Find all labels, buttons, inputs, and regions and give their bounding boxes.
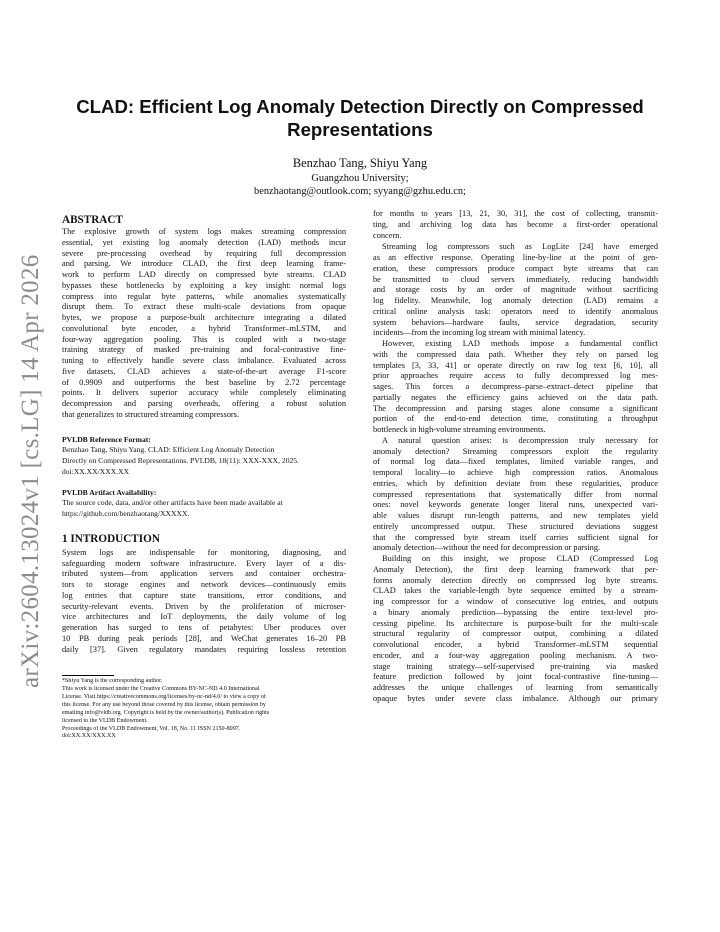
arxiv-identifier-text: arXiv:2604.13024v1 [cs.LG] 14 Apr 2026 [17, 254, 44, 688]
intro-line: addresses the unique challenges of learning from semantically [373, 683, 658, 692]
abstract-line: five datasets, CLAD achieves a state-of-the-art average F1-score [62, 366, 346, 376]
intro-line: daily [37]. Given regulatory mandates requiring lossless retention [62, 644, 346, 654]
footnote-line: licensed to the VLDB Endowment. [62, 717, 148, 724]
footnote-line: License. Visit https://creativecommons.org/licenses/by-nc-nd/4.0/ to view a copy of [62, 694, 266, 701]
abstract-line: bytes, we propose a purpose-built architecture integrating a dilated [62, 313, 346, 322]
intro-line: cessing pipeline. Its architecture is purpose-built for the multi-scale [373, 618, 658, 628]
intro-paragraph-3 [373, 339, 658, 436]
right-column [373, 209, 658, 705]
intro-line: as an effective response. Operating line-by-line at the point of gen- [373, 253, 658, 262]
footnote-block [62, 675, 346, 741]
intro-line: 10 PB during peak periods [28], and WeChat generates 16–20 PB [62, 633, 346, 643]
intro-line: compressed representations that systematically differ from normal [373, 489, 658, 499]
intro-paragraph-1 [373, 209, 658, 241]
intro-line: a binary anomaly prediction—bypassing the entire text-level pro- [373, 607, 658, 617]
abstract-line: points. It delivers superior accuracy while completely eliminating [62, 388, 346, 398]
intro-line: opaque bytes under severe class imbalance. Although our primary [373, 693, 658, 703]
intro-paragraph-5 [373, 554, 658, 705]
abstract-line: bypasses these bottlenecks by exploiting a key insight: normal logs [62, 280, 346, 290]
intro-line: for months to years [13, 21, 30, 31], the cost of collecting, transmit- [373, 209, 658, 218]
arxiv-identifier-svg [6, 220, 50, 690]
artifact-availability-line: The source code, data, and/or other artifacts have been made available at [62, 498, 283, 508]
intro-line: anomaly detection? Streaming compressors exploit the regularity [373, 446, 658, 456]
intro-line: ting, and archiving log data has become a first-order operational [373, 219, 658, 229]
intro-line: forms anomaly detection directly on compressed log byte streams. [373, 575, 658, 585]
reference-format-line: Benzhao Tang, Shiyu Yang. CLAD: Efficient Log Anomaly Detection [62, 445, 275, 455]
intro-line: convolutional encoder, a hybrid Transformer–mLSTM sequential [373, 640, 658, 649]
reference-format-block [62, 435, 346, 478]
abstract-body [62, 227, 346, 421]
intro-line: encoder, and a four-way aggregation pooling mechanism. A two- [373, 650, 658, 660]
footnote-line: emailing info@vldb.org. Copyright is held by the owner/author(s). Publication rights [62, 709, 270, 716]
abstract-line: The explosive growth of system logs makes streaming compression [62, 227, 346, 236]
intro-line: log entries that capture state transitions, error conditions, and [62, 590, 346, 600]
intro-line: partially negates the efficiency gains achieved on the data path. [373, 392, 658, 402]
reference-format-line: Directly on Compressed Representations. PVLDB, 18(11): XXX-XXX, 2025. [62, 456, 299, 465]
footnote-line: *Shiyu Yang is the corresponding author. [62, 678, 163, 685]
intro-line: that the compressed byte stream itself carries sufficient signal for [373, 532, 658, 542]
abstract-line: convolutional byte encoder, a hybrid Transformer–mLSTM, and [62, 323, 346, 333]
paper-title [50, 95, 670, 141]
intro-line: sages. This forces a decompress–parse–extract–detect pipeline that [373, 382, 658, 391]
artifact-availability-block [62, 488, 346, 520]
intro-line: Streaming log compressors such as LogLite [24] have emerged [382, 242, 658, 252]
intro-line: generation has surged to tens of petabytes: Uber produces over [62, 623, 346, 632]
intro-line: Anomaly Detection), the first deep learning framework that per- [373, 564, 658, 574]
intro-line: and storage costs by an order of magnitude without sacrificing [373, 285, 658, 295]
abstract-line: that generalizes to structured streaming compressors. [62, 409, 240, 419]
intro-line: Building on this insight, we propose CLAD (Compressed Log [382, 554, 658, 563]
intro-line: stage training strategy—self-supervised pre-training via masked [373, 661, 658, 671]
arxiv-identifier-stamp [6, 220, 50, 690]
abstract-line: work to perform LAD directly on compressed byte streams. CLAD [62, 270, 346, 279]
intro-line: bottleneck in high-volume streaming environments. [373, 425, 546, 434]
intro-line: critical online analysis task: operators need to identify anomalous [373, 306, 658, 316]
intro-line: ing compressor for a window of consecutive log entries, and outputs [373, 597, 658, 606]
intro-line: prior approaches require access to fully decompressed log mes- [373, 371, 658, 381]
intro-line: ones: novel keywords generate longer literal runs, unexpected vari- [373, 500, 658, 510]
intro-line: entirely uncompressed output. These structured deviations suggest [373, 521, 658, 531]
intro-line: tors to storage engines and network devices—continuously emits [62, 580, 346, 589]
intro-line: structural regularity of compressor output, combining a dilated [373, 629, 658, 639]
footnote-line: Proceedings of the VLDB Endowment, Vol. 18, No. 11 ISSN 2150-8097. [62, 725, 241, 732]
author-emails: benzhaotang@outlook.com; syyang@gzhu.edu.cn; [254, 186, 466, 197]
left-column [62, 213, 346, 741]
abstract-line: essential, yet existing log anomaly detection (LAD) methods incur [62, 237, 346, 247]
intro-line: concern. [373, 230, 402, 240]
intro-line: incidents—from the incoming log stream with minimal latency. [373, 328, 586, 338]
abstract-line: decompression and parsing overheads, offering a robust solution [62, 399, 346, 408]
intro-line: system behaviors—hardware faults, service degradation, security [373, 317, 658, 327]
intro-line: temporal locality—to achieve high compression ratios. Anomalous [373, 468, 658, 477]
intro-line: able values disrupt run-length patterns, and new templates yield [373, 511, 658, 520]
intro-line: A natural question arises: is decompression truly necessary for [382, 435, 658, 445]
abstract-line: compress into regular byte patterns, while anomalies systematically [62, 291, 346, 301]
intro-line: vice architectures and IoT deployments, the daily volume of log [62, 612, 346, 622]
intro-line: be transmitted to cloud servers immediately, reducing bandwidth [373, 274, 658, 284]
reference-format-line: doi:XX.XX/XXX.XX [62, 466, 130, 476]
intro-line: CLAD takes the variable-length byte sequence emitted by a stream- [373, 586, 658, 596]
abstract-line: disrupt them. To extract these multi-scale deviations from opaque [62, 302, 346, 312]
intro-paragraph-2 [373, 242, 658, 339]
intro-line: System logs are indispensable for monitoring, diagnosing, and [62, 547, 346, 557]
intro-line: templates [3, 33, 41] or operate directly on raw log text [6, 10], all [373, 360, 658, 370]
intro-line: tributed system—from application servers and container orchestra- [62, 569, 346, 579]
abstract-line: training strategy of masked pre-training and focal-contrastive fine- [62, 345, 346, 355]
abstract-heading: ABSTRACT [62, 214, 123, 226]
introduction-body-left [62, 548, 346, 656]
intro-paragraph-4 [373, 436, 658, 554]
intro-line: log fidelity. Meanwhile, log anomaly detection (LAD) remains a [373, 296, 658, 305]
author-affiliation: Guangzhou University; [311, 173, 409, 184]
intro-line: The decompression and parsing stages alone consume a significant [373, 403, 658, 413]
artifact-availability-heading: PVLDB Artifact Availability: [62, 487, 157, 497]
intro-line: safeguarding modern software infrastructure. Every layer of a dis- [62, 558, 346, 568]
intro-line: with the compressed data path. Whether they rely on parsed log [373, 349, 658, 359]
paper-title-line-2: Representations [287, 119, 433, 140]
footnote-line: This work is licensed under the Creative Commons BY-NC-ND 4.0 International [62, 686, 260, 693]
intro-line: security-relevant events. Driven by the proliferation of microser- [62, 601, 346, 611]
abstract-line: and parsing. We introduce CLAD, the first deep learning frame- [62, 259, 346, 269]
footnote-rule [62, 675, 114, 676]
footnote-line: doi:XX.XX/XXX.XX [62, 733, 116, 740]
artifact-availability-link[interactable]: https://github.com/benzhaotang/XXXXX. [62, 509, 190, 518]
introduction-heading: 1 INTRODUCTION [62, 532, 160, 545]
abstract-line: tuning to effectively handle severe class imbalance. Evaluated across [62, 356, 346, 365]
intro-line: feature prediction followed by joint focal-contrastive fine-tuning— [373, 672, 658, 682]
author-names: Benzhao Tang, Shiyu Yang [292, 156, 428, 170]
intro-line: However, existing LAD methods impose a fundamental conflict [382, 339, 658, 348]
reference-format-heading: PVLDB Reference Format: [62, 434, 151, 444]
abstract-line: severe pre-processing overhead by requiring full decompression [62, 248, 346, 258]
intro-line: portion of the end-to-end detection time, constituting a throughput [373, 414, 658, 424]
intro-line: anomaly detection—without the need for decompression or parsing. [373, 543, 601, 553]
abstract-line: of 0.9909 and outperforms the best baseline by 2.72 percentage [62, 377, 346, 387]
abstract-line: four-way aggregation pooling. This is coupled with a two-stage [62, 334, 346, 344]
intro-line: of normal log data—fixed templates, limited variable ranges, and [373, 457, 658, 467]
footnote-line: this license. For any use beyond those covered by this license, obtain permission by [62, 701, 266, 708]
intro-line: eration, these compressors produce compact byte streams that can [373, 263, 658, 273]
paper-title-line-1: CLAD: Efficient Log Anomaly Detection Directly on Compressed [76, 96, 644, 117]
intro-line: entries, which by definition deviate from these regularities, produce [373, 478, 658, 488]
